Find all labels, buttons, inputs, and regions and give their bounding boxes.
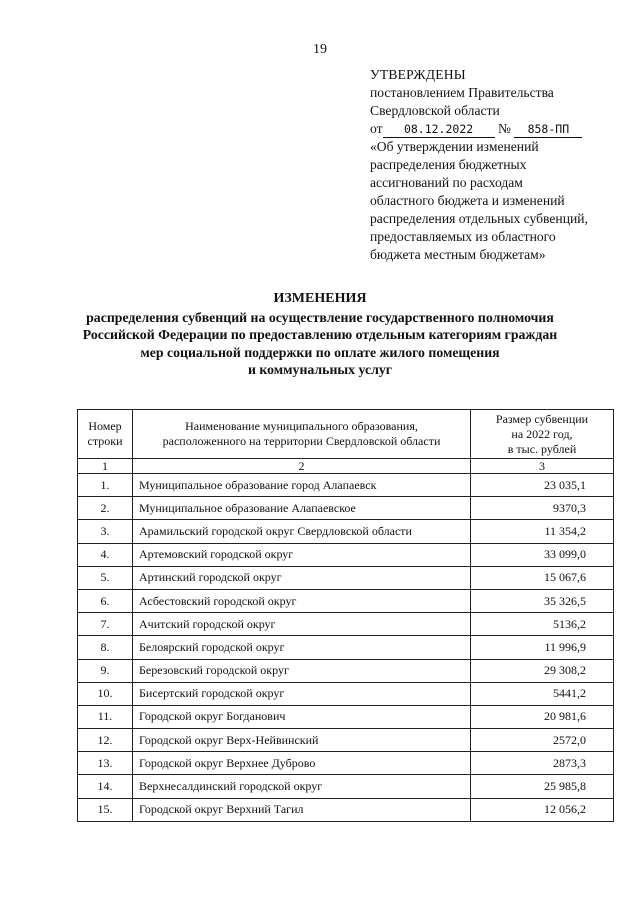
row-amount: 29 308,2 [471, 659, 614, 682]
table-body [78, 474, 614, 822]
table-row [78, 729, 614, 752]
table-row [78, 474, 614, 497]
column-index: 2 [133, 459, 471, 474]
table-row [78, 543, 614, 566]
column-index: 1 [78, 459, 133, 474]
row-amount: 12 056,2 [471, 798, 614, 821]
table-row [78, 520, 614, 543]
row-amount: 33 099,0 [471, 543, 614, 566]
row-amount: 9370,3 [471, 497, 614, 520]
row-number: 8. [78, 636, 133, 659]
doc-title-line: областного бюджета и изменений [370, 193, 565, 208]
header-number [78, 410, 133, 459]
header-name-line: расположенного на территории Свердловской области [162, 434, 441, 448]
document-title [40, 290, 600, 379]
row-name: Городской округ Верх-Нейвинский [133, 729, 471, 752]
table-row [78, 775, 614, 798]
doc-title-line: бюджета местным бюджетам» [370, 247, 546, 262]
number-value: 858-ПП [514, 122, 582, 138]
row-amount: 2873,3 [471, 752, 614, 775]
row-amount: 11 354,2 [471, 520, 614, 543]
header-name [133, 410, 471, 459]
table-row [78, 589, 614, 612]
header-name-line: Наименование муниципального образования, [185, 419, 418, 433]
row-number: 13. [78, 752, 133, 775]
row-amount: 5441,2 [471, 682, 614, 705]
row-number: 4. [78, 543, 133, 566]
row-number: 1. [78, 474, 133, 497]
row-name: Городской округ Богданович [133, 705, 471, 728]
row-name: Городской округ Верхний Тагил [133, 798, 471, 821]
row-name: Арамильский городской округ Свердловской области [133, 520, 471, 543]
row-name: Муниципальное образование город Алапаевск [133, 474, 471, 497]
header-amount-line: на 2022 год, [511, 426, 573, 441]
header-amount-line: Размер субвенции [495, 411, 589, 426]
table-row [78, 705, 614, 728]
title-line: распределения субвенций на осуществление государственного полномочия [86, 309, 554, 325]
row-amount: 15 067,6 [471, 566, 614, 589]
doc-title-line: «Об утверждении изменений [370, 139, 539, 154]
row-name: Ачитский городской округ [133, 613, 471, 636]
row-name: Артемовский городской округ [133, 543, 471, 566]
doc-title-line: распределения бюджетных [370, 157, 527, 172]
table-row [78, 682, 614, 705]
row-number: 6. [78, 589, 133, 612]
header-amount-line: в тыс. рублей [507, 441, 577, 456]
row-name: Муниципальное образование Алапаевское [133, 497, 471, 520]
date-prefix: от [370, 121, 383, 136]
row-number: 15. [78, 798, 133, 821]
row-number: 14. [78, 775, 133, 798]
row-amount: 25 985,8 [471, 775, 614, 798]
row-name: Верхнесалдинский городской округ [133, 775, 471, 798]
page-number: 19 [313, 42, 327, 57]
table-row [78, 752, 614, 775]
table-row [78, 566, 614, 589]
row-number: 11. [78, 705, 133, 728]
header-amount [471, 410, 614, 459]
doc-title-line: ассигнований по расходам [370, 175, 523, 190]
approval-heading: УТВЕРЖДЕНЫ [370, 67, 466, 82]
row-amount: 5136,2 [471, 613, 614, 636]
row-amount: 2572,0 [471, 729, 614, 752]
table-row [78, 636, 614, 659]
row-number: 12. [78, 729, 133, 752]
table-row [78, 497, 614, 520]
column-index: 3 [471, 459, 614, 474]
title-line: мер социальной поддержки по оплате жилого помещения [140, 344, 500, 360]
row-number: 9. [78, 659, 133, 682]
row-amount: 23 035,1 [471, 474, 614, 497]
table-row [78, 613, 614, 636]
row-number: 3. [78, 520, 133, 543]
title-line: Российской Федерации по предоставлению отдельным категориям граждан [82, 327, 558, 342]
row-amount: 20 981,6 [471, 705, 614, 728]
row-number: 2. [78, 497, 133, 520]
table-header-row [78, 410, 614, 459]
approval-date-number [370, 120, 632, 138]
subventions-table [77, 409, 614, 822]
doc-title-line: распределения отдельных субвенций, [370, 211, 588, 226]
header-number-line: строки [87, 434, 123, 448]
table-row [78, 659, 614, 682]
doc-title-line: предоставляемых из областного [370, 229, 556, 244]
date-value: 08.12.2022 [383, 122, 495, 138]
header-number-line: Номер [88, 419, 122, 433]
approval-line-2: Свердловской области [370, 103, 500, 118]
row-number: 10. [78, 682, 133, 705]
row-name: Бисертский городской округ [133, 682, 471, 705]
approval-line-1: постановлением Правительства [370, 85, 554, 100]
row-name: Городской округ Верхнее Дуброво [133, 752, 471, 775]
row-name: Артинский городской округ [133, 566, 471, 589]
row-number: 5. [78, 566, 133, 589]
row-name: Белоярский городской округ [133, 636, 471, 659]
row-name: Асбестовский городской округ [133, 589, 471, 612]
approval-doc-title [370, 138, 632, 264]
title-line: и коммунальных услуг [247, 362, 393, 377]
row-amount: 35 326,5 [471, 589, 614, 612]
row-number: 7. [78, 613, 133, 636]
column-index-row [78, 459, 614, 474]
approval-block [370, 66, 632, 264]
title-main: ИЗМЕНЕНИЯ [273, 291, 367, 306]
number-prefix: № [497, 121, 511, 136]
row-name: Березовский городской округ [133, 659, 471, 682]
row-amount: 11 996,9 [471, 636, 614, 659]
table-row [78, 798, 614, 821]
